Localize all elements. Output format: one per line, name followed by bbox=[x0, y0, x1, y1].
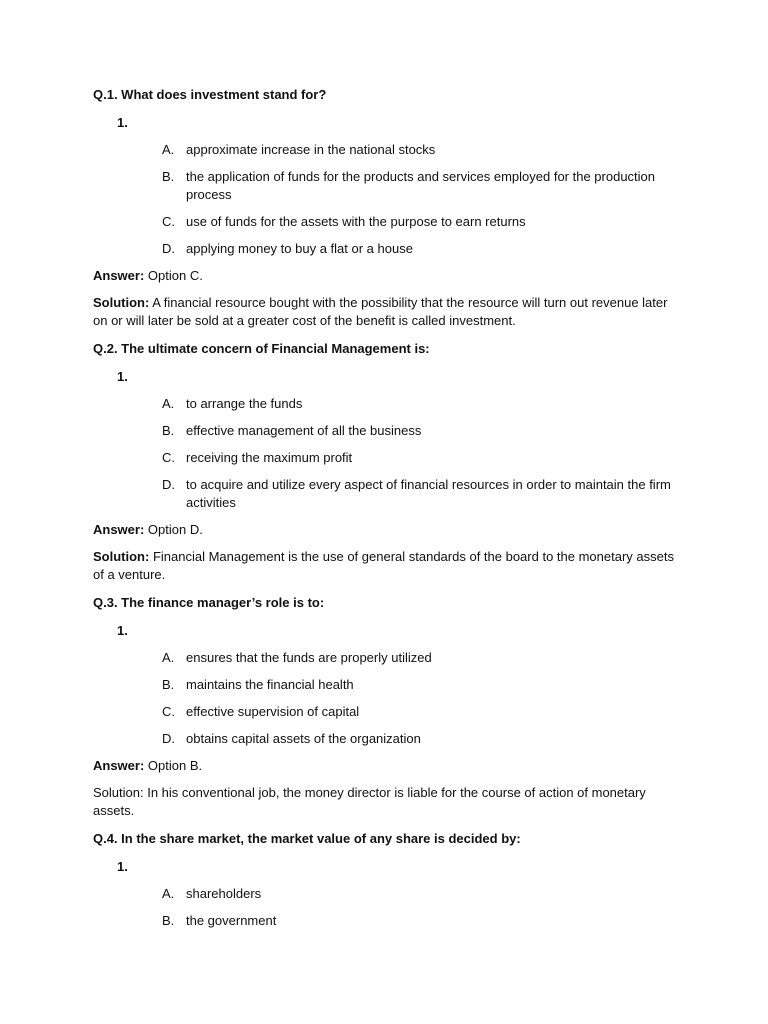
option-letter: B. bbox=[162, 423, 175, 438]
answer-line bbox=[93, 267, 683, 285]
option-item bbox=[93, 676, 683, 694]
answer-label: Answer: bbox=[93, 268, 145, 283]
option-letter: B. bbox=[162, 677, 175, 692]
option-text: receiving the maximum profit bbox=[186, 450, 353, 465]
answer-text: Option C. bbox=[144, 268, 203, 283]
option-letter: A. bbox=[162, 650, 175, 665]
list-number: 1. bbox=[117, 369, 128, 384]
option-letter: D. bbox=[162, 241, 175, 256]
option-item bbox=[93, 141, 683, 159]
answer-line bbox=[93, 757, 683, 775]
option-text: applying money to buy a flat or a house bbox=[186, 241, 413, 256]
solution-paragraph bbox=[93, 548, 683, 584]
option-item bbox=[93, 912, 683, 930]
question-text: Q.1. What does investment stand for? bbox=[93, 87, 327, 102]
option-text: use of funds for the assets with the purpose to earn returns bbox=[186, 214, 526, 229]
option-item bbox=[93, 885, 683, 903]
solution-text: A financial resource bought with the possibility that the resource will turn out revenue later on or will later be sold at a greater cost of the benefit is called investment. bbox=[93, 295, 668, 328]
list-number: 1. bbox=[117, 859, 128, 874]
answer-label: Answer: bbox=[93, 758, 145, 773]
answer-text: Option D. bbox=[144, 522, 203, 537]
option-text: maintains the financial health bbox=[186, 677, 354, 692]
question-text: Q.2. The ultimate concern of Financial Management is: bbox=[93, 341, 430, 356]
option-text: to arrange the funds bbox=[186, 396, 303, 411]
question-block-2 bbox=[93, 340, 683, 584]
option-item bbox=[93, 395, 683, 413]
option-letter: C. bbox=[162, 214, 175, 229]
solution-label: Solution: bbox=[93, 549, 150, 564]
option-list bbox=[93, 395, 683, 512]
question-text: Q.4. In the share market, the market value of any share is decided by: bbox=[93, 831, 521, 846]
option-letter: A. bbox=[162, 142, 175, 157]
option-letter: B. bbox=[162, 169, 175, 184]
option-text: effective supervision of capital bbox=[186, 704, 360, 719]
document-content bbox=[93, 86, 683, 939]
option-text: to acquire and utilize every aspect of financial resources in order to maintain the firm activities bbox=[186, 477, 671, 510]
option-letter: A. bbox=[162, 886, 175, 901]
option-item bbox=[93, 730, 683, 748]
option-letter: D. bbox=[162, 731, 175, 746]
option-item bbox=[93, 703, 683, 721]
option-text: the government bbox=[186, 913, 277, 928]
option-letter: C. bbox=[162, 704, 175, 719]
question-block-4 bbox=[93, 830, 683, 930]
list-number: 1. bbox=[117, 623, 128, 638]
option-list bbox=[93, 141, 683, 258]
option-letter: B. bbox=[162, 913, 175, 928]
option-item bbox=[93, 449, 683, 467]
option-text: the application of funds for the products and services employed for the production process bbox=[186, 169, 656, 202]
solution-paragraph bbox=[93, 294, 683, 330]
option-item bbox=[93, 422, 683, 440]
option-item bbox=[93, 240, 683, 258]
option-text: approximate increase in the national stocks bbox=[186, 142, 436, 157]
list-number: 1. bbox=[117, 115, 128, 130]
option-list bbox=[93, 649, 683, 748]
answer-line bbox=[93, 521, 683, 539]
answer-text: Option B. bbox=[144, 758, 203, 773]
answer-label: Answer: bbox=[93, 522, 145, 537]
solution-text: Solution: In his conventional job, the money director is liable for the course of action of monetary assets. bbox=[93, 785, 646, 818]
option-list bbox=[93, 885, 683, 930]
option-text: ensures that the funds are properly utilized bbox=[186, 650, 432, 665]
solution-text: Financial Management is the use of general standards of the board to the monetary assets of a venture. bbox=[93, 549, 674, 582]
option-item bbox=[93, 649, 683, 667]
option-text: obtains capital assets of the organization bbox=[186, 731, 421, 746]
option-text: effective management of all the business bbox=[186, 423, 422, 438]
solution-paragraph bbox=[93, 784, 683, 820]
option-letter: A. bbox=[162, 396, 175, 411]
option-letter: C. bbox=[162, 450, 175, 465]
option-letter: D. bbox=[162, 477, 175, 492]
option-item bbox=[93, 213, 683, 231]
question-block-1 bbox=[93, 86, 683, 330]
option-item bbox=[93, 168, 683, 204]
solution-label: Solution: bbox=[93, 295, 150, 310]
option-text: shareholders bbox=[186, 886, 262, 901]
question-text: Q.3. The finance manager’s role is to: bbox=[93, 595, 325, 610]
question-block-3 bbox=[93, 594, 683, 820]
option-item bbox=[93, 476, 683, 512]
